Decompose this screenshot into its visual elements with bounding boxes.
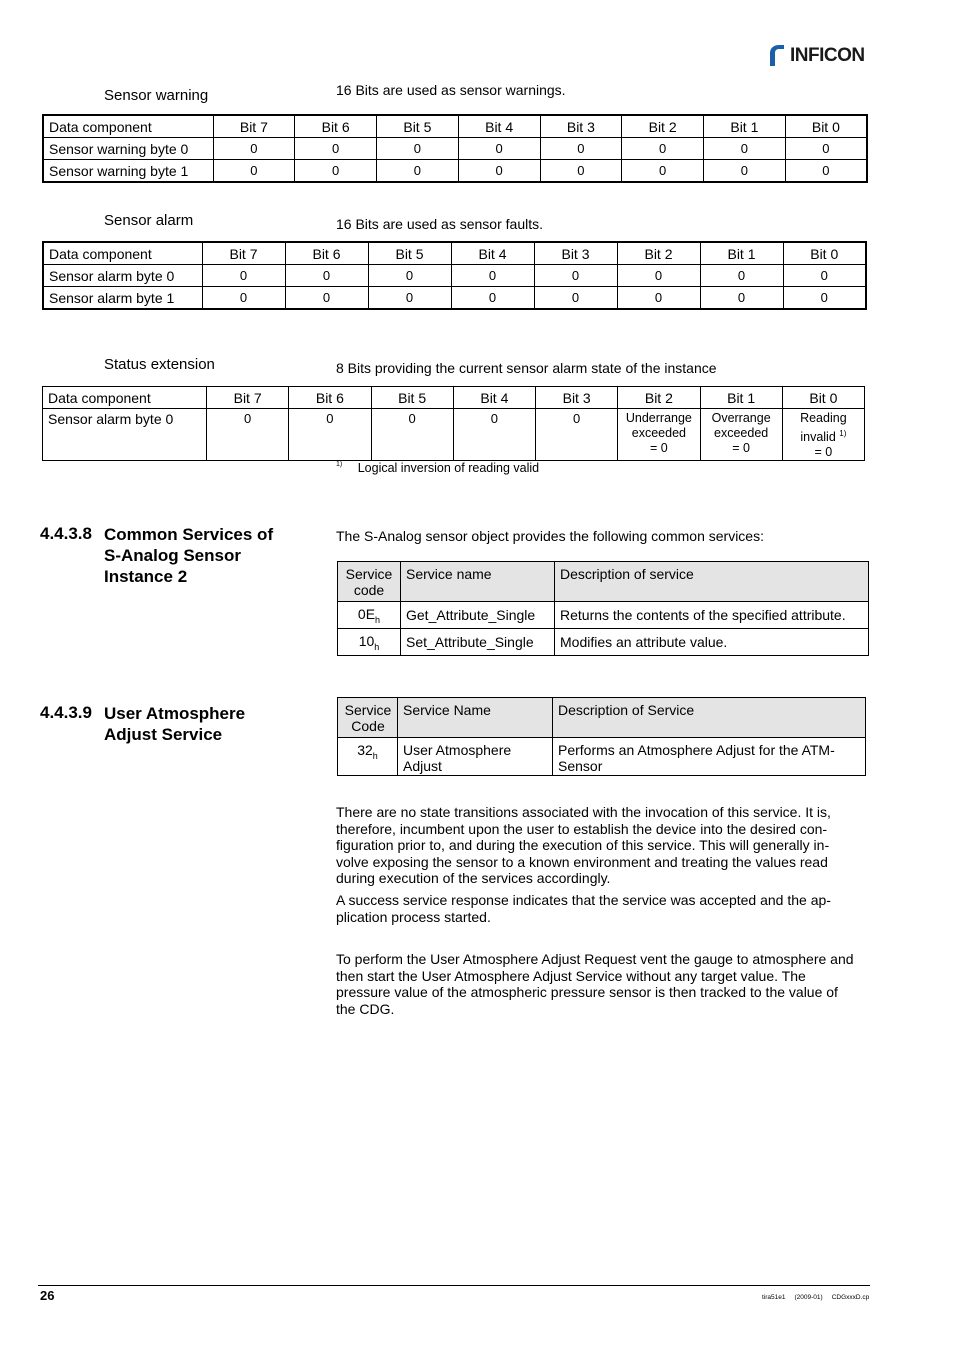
table-cell: Sensor warning byte 1 [43,160,213,183]
table-cell: 0 [368,265,451,287]
sensor-warning-table [42,114,868,183]
table-cell: 0 [377,138,459,160]
table-header-cell: Bit 6 [285,242,368,265]
table-header-cell: Data component [43,242,202,265]
service-code-cell: $32_h$ [338,738,398,776]
paragraph: There are no state transitions associated with the invocation of this service. It is, therefore, incumbent upon the user to establish the device into the desired con-figuration prior to, and during the execution of this service. This will generally in-volve exposing the sensor to a known environment and treating the values read during execution of the services accordingly. [336,804,831,887]
table-cell: 0 [285,265,368,287]
cell-line: Reading [800,411,847,425]
status-extension-label: Status extension [104,356,215,373]
status-extension-table [42,386,865,461]
table-cell: 0 [536,409,618,461]
page-number: 26 [40,1288,55,1303]
table-header-cell: Bit 7 [202,242,285,265]
table-header-row [43,115,867,138]
table-header-cell: Bit 1 [700,387,782,409]
service-desc-cell: Modifies an attribute value. [555,629,869,656]
title-line: Common Services of [104,525,274,544]
header-service-code: Service code [338,562,401,602]
footnote-marker: 1) [839,429,847,438]
table-header-row [43,387,865,409]
sensor-warning-label: Sensor warning [104,87,209,104]
table-header-cell: Bit 2 [618,387,700,409]
table-cell: 0 [534,287,617,310]
table-cell: Sensor alarm byte 0 [43,265,202,287]
table-header-cell: Bit 0 [785,115,867,138]
footnote-mark: 1) [336,461,343,468]
table-row [338,738,866,776]
cell-line: invalid [800,430,836,445]
table-header-cell: Bit 7 [207,387,289,409]
service-desc-cell: Performs an Atmosphere Adjust for the ATM-Sensor [553,738,866,776]
paragraph: To perform the User Atmosphere Adjust Request vent the gauge to atmosphere and then start the User Atmosphere Adjust Service without any target value. The pressure value of the atmospheric pressure sensor is then tracked to the value of the CDG. [336,951,854,1017]
header-service-name: Service name [401,562,555,602]
service-code-cell: $10_h$ [338,629,401,656]
table-header-cell: Bit 5 [377,115,459,138]
table-header-cell: Bit 1 [700,242,783,265]
table-header-cell: Bit 7 [213,115,295,138]
cell-line: = 0 [732,441,750,455]
service-name-cell: Set_Attribute_Single [401,629,555,656]
sensor-alarm-description: 16 Bits are used as sensor faults. [336,216,543,232]
header-service-code: Service Code [338,698,398,738]
cell-line: exceeded [631,426,686,440]
table-header-cell: Bit 6 [295,115,377,138]
table-cell: 0 [622,160,704,183]
table-cell: 0 [617,287,700,310]
section-title [104,524,273,587]
table-cell: 0 [458,138,540,160]
underrange-cell [618,409,700,461]
title-line: Instance 2 [104,567,188,586]
table-header-cell: Bit 6 [289,387,371,409]
cell-line: = 0 [650,441,668,455]
user-atmosphere-table [337,697,866,776]
table-cell: 0 [540,138,622,160]
table-cell: 0 [202,265,285,287]
table-cell: 0 [295,160,377,183]
table-cell: 0 [458,160,540,183]
table-row [43,409,865,461]
service-name-cell: User Atmosphere Adjust [398,738,553,776]
table-cell: 0 [700,265,783,287]
footer-divider [38,1285,870,1286]
header-service-name: Service Name [398,698,553,738]
table-header-cell: Bit 3 [536,387,618,409]
table-header-row [338,562,869,602]
reading-invalid-cell [782,409,864,461]
table-cell: 0 [202,287,285,310]
table-cell: 0 [377,160,459,183]
table-cell: 0 [783,265,866,287]
table-header-cell: Bit 0 [782,387,864,409]
table-cell: 0 [289,409,371,461]
table-cell: 0 [700,287,783,310]
section-number: 4.4.3.9 [40,703,92,722]
table-cell: 0 [534,265,617,287]
table-cell: 0 [704,160,786,183]
table-header-cell: Bit 3 [540,115,622,138]
table-header-row [43,242,866,265]
table-row [43,287,866,310]
brand-name: INFICON [790,45,865,66]
table-row [338,602,869,629]
title-line: Adjust Service [104,725,223,744]
table-header-cell: Bit 2 [617,242,700,265]
table-cell: 0 [785,160,867,183]
cell-line: Underrange [625,411,692,425]
service-desc-cell: Returns the contents of the specified attribute. [555,602,869,629]
paragraph: A success service response indicates that the service was accepted and the ap-plication process started. [336,892,831,925]
table-header-cell: Bit 4 [451,242,534,265]
table-cell: 0 [213,138,295,160]
table-header-cell: Bit 4 [453,387,535,409]
table-header-cell: Bit 1 [704,115,786,138]
inficon-logo [767,44,871,68]
table-header-cell: Bit 4 [458,115,540,138]
table-cell: 0 [451,287,534,310]
title-line: S-Analog Sensor [104,546,241,565]
table-row [338,629,869,656]
header-description: Description of Service [553,698,866,738]
table-cell: 0 [453,409,535,461]
common-services-table [337,561,869,656]
table-cell: Sensor alarm byte 0 [43,409,207,461]
service-name-cell: Get_Attribute_Single [401,602,555,629]
table-cell: 0 [295,138,377,160]
cell-line: Overrange [711,411,771,425]
header-description: Description of service [555,562,869,602]
table-cell: 0 [617,265,700,287]
sensor-alarm-table [42,241,867,310]
cell-line: = 0 [814,445,833,460]
table-cell: Sensor warning byte 0 [43,138,213,160]
table-row [43,138,867,160]
service-code-cell: $0E_h$ [338,602,401,629]
table-header-row [338,698,866,738]
section-title [104,703,245,745]
table-cell: 0 [207,409,289,461]
table-cell: 0 [213,160,295,183]
table-cell: 0 [622,138,704,160]
sensor-alarm-label: Sensor alarm [104,212,194,229]
footnote-text: Logical inversion of reading valid [357,461,540,475]
sensor-warning-description: 16 Bits are used as sensor warnings. [336,82,566,98]
table-header-cell: Bit 3 [534,242,617,265]
table-cell: 0 [785,138,867,160]
table-row [43,160,867,183]
document-code: tira51e1 (2009-01) CDGxxxD.cp [762,1294,870,1301]
title-line: User Atmosphere [104,704,246,723]
table-cell: 0 [285,287,368,310]
table-cell: 0 [704,138,786,160]
section-number: 4.4.3.8 [40,524,92,543]
table-row [43,265,866,287]
table-cell: 0 [451,265,534,287]
table-cell: 0 [371,409,453,461]
table-header-cell: Data component [43,387,207,409]
table-header-cell: Bit 2 [622,115,704,138]
status-extension-description: 8 Bits providing the current sensor alarm state of the instance [336,360,717,376]
table-cell: Sensor alarm byte 1 [43,287,202,310]
table-header-cell: Bit 0 [783,242,866,265]
table-header-cell: Bit 5 [371,387,453,409]
table-header-cell: Data component [43,115,213,138]
cell-line: exceeded [714,426,769,440]
table-cell: 0 [783,287,866,310]
table-header-cell: Bit 5 [368,242,451,265]
section-intro: The S-Analog sensor object provides the following common services: [336,528,764,544]
footnote [336,461,539,475]
table-cell: 0 [540,160,622,183]
table-cell: 0 [368,287,451,310]
overrange-cell [700,409,782,461]
inficon-logo-icon [767,44,787,68]
